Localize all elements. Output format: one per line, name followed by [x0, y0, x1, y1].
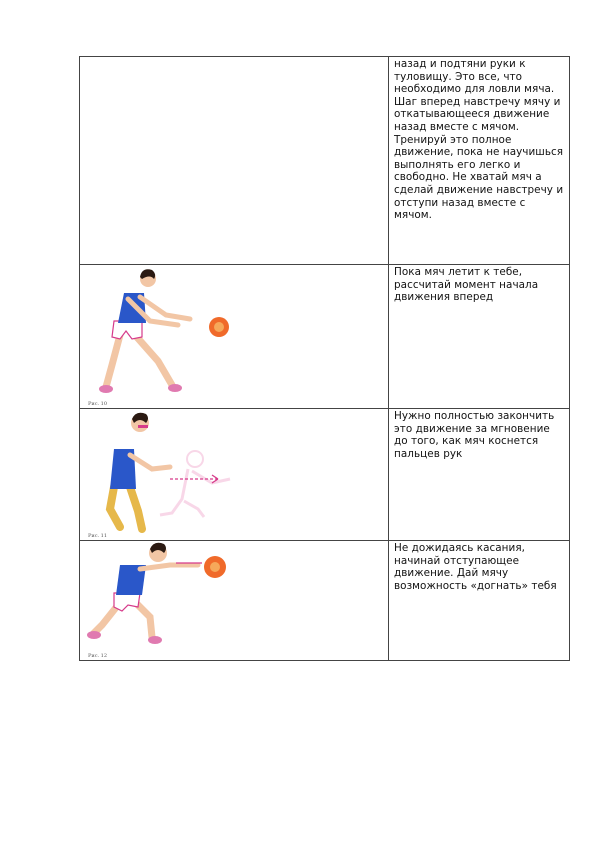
table-row [80, 409, 570, 541]
figure-cell [80, 541, 389, 661]
row-text: Не дожидаясь касания, начинай отступающее движение. Дай мячу возможность «догнать» тебя [389, 541, 570, 661]
row-text: назад и подтяни руки к туловищу. Это все, что необходимо для ловли мяча. Шаг вперед навстречу мячу и откатывающееся движение назад вместе с мячом. Тренируй это полное движение, пока не научишься выполнять его легко и свободно. Не хватай мяч а сделай движение навстречу и отступи назад вместе с мячом. [389, 57, 570, 265]
figure-caption: Рис. 10 [88, 401, 108, 407]
player-catch-illustration [80, 541, 388, 659]
figure-caption: Рис. 12 [88, 653, 108, 659]
player-ready-illustration [80, 265, 388, 407]
ghost-figure [160, 451, 230, 517]
table-row [80, 265, 570, 409]
table-row [80, 57, 570, 265]
empty-image-cell [80, 57, 389, 265]
instruction-table [79, 56, 570, 661]
row-text: Нужно полностью закончить это движение за мгновение до того, как мяч коснется пальцев рук [389, 409, 570, 541]
figure-cell [80, 409, 389, 541]
row-text: Пока мяч летит к тебе, рассчитай момент начала движения вперед [389, 265, 570, 409]
figure-cell [80, 265, 389, 409]
figure-caption: Рис. 11 [88, 533, 108, 539]
table-row [80, 541, 570, 661]
player-reach-illustration [80, 409, 388, 539]
